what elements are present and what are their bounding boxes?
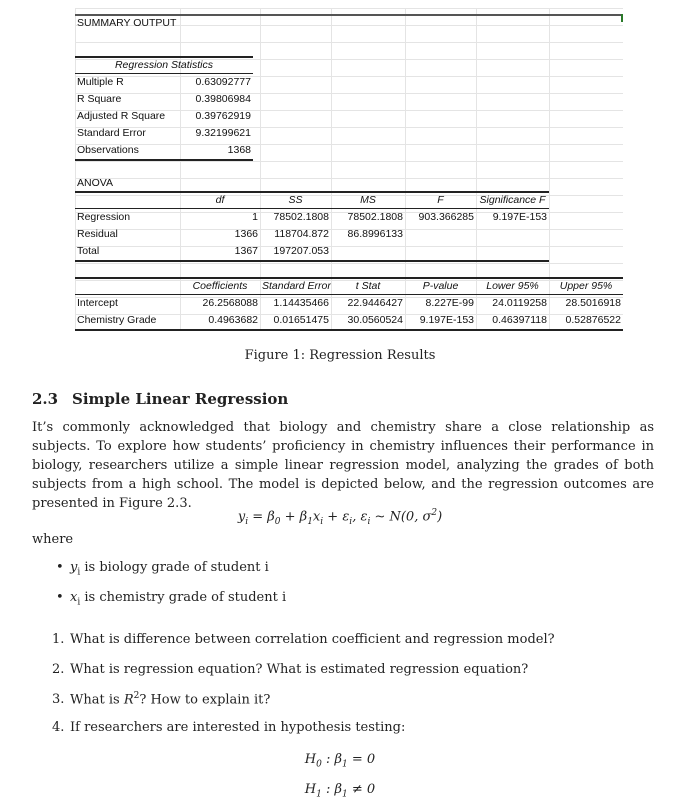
anova-title: ANOVA	[77, 177, 113, 189]
eq-part: )	[437, 509, 443, 525]
eq-part: + β	[280, 509, 308, 525]
section-title: Simple Linear Regression	[72, 390, 289, 408]
anova-cell: 197207.053	[273, 245, 329, 257]
coef-cell: 26.2568088	[202, 297, 258, 309]
alternative-hypothesis	[0, 782, 680, 800]
bullet-var: y	[70, 560, 78, 575]
question-number: 4.	[52, 720, 65, 735]
question-text: What is difference between correlation coefficient and regression model?	[70, 632, 555, 647]
anova-row-label: Total	[77, 245, 100, 257]
summary-title: SUMMARY OUTPUT	[77, 17, 177, 29]
anova-cell: 9.197E-153	[492, 211, 547, 223]
regression-output-sheet	[75, 8, 623, 330]
anova-header: SS	[288, 194, 303, 206]
stat-value: 0.63092777	[195, 76, 251, 88]
eq-part: + ε	[323, 509, 350, 525]
coef-cell: 28.5016918	[565, 297, 621, 309]
question-number: 1.	[52, 632, 65, 647]
anova-row-label: Residual	[77, 228, 118, 240]
hyp-label: H	[304, 782, 317, 797]
anova-header: Significance F	[479, 194, 546, 206]
coef-cell: 8.227E-99	[425, 297, 474, 309]
stat-label: R Square	[77, 93, 122, 105]
coef-row-label: Intercept	[77, 297, 118, 309]
bullet-item	[56, 560, 269, 578]
question-var: R	[123, 692, 134, 708]
question-item	[52, 632, 555, 647]
where-label: where	[32, 532, 74, 547]
anova-cell: 78502.1808	[347, 211, 403, 223]
anova-header: MS	[360, 194, 376, 206]
stat-label: Standard Error	[77, 127, 146, 139]
stat-label: Multiple R	[77, 76, 124, 88]
anova-cell: 118704.872	[274, 228, 329, 240]
anova-cell: 1366	[234, 228, 258, 240]
hyp-part: : β	[321, 782, 343, 797]
question-text: What is regression equation? What is estimated regression equation?	[70, 662, 529, 677]
anova-header: df	[215, 194, 225, 206]
anova-cell: 1367	[234, 245, 258, 257]
selection-marker	[621, 14, 623, 22]
coef-header: Lower 95%	[486, 280, 539, 292]
stat-value: 1368	[227, 144, 251, 156]
question-number: 2.	[52, 662, 65, 677]
coef-row-label: Chemistry Grade	[77, 314, 157, 326]
anova-row-label: Regression	[77, 211, 131, 223]
bullet-sub: i	[77, 597, 81, 608]
stat-label: Observations	[77, 144, 139, 156]
table-rule	[75, 260, 549, 262]
anova-header: F	[437, 194, 444, 206]
anova-cell: 78502.1808	[273, 211, 329, 223]
anova-cell: 903.366285	[418, 211, 474, 223]
eq-sub: i	[367, 516, 371, 527]
coef-header: P-value	[422, 280, 459, 292]
bullet-item	[56, 590, 286, 608]
eq-part: ∼ N(0, σ	[370, 509, 432, 525]
question-text: What is	[70, 692, 124, 708]
figure-caption: Figure 1: Regression Results	[244, 348, 436, 363]
section-number: 2.3	[32, 390, 59, 408]
bullet-text: is biology grade of student i	[80, 560, 269, 575]
coef-cell: 0.52876522	[565, 314, 621, 326]
question-text: ? How to explain it?	[139, 692, 271, 708]
table-rule	[75, 329, 623, 331]
coef-cell: 30.0560524	[347, 314, 403, 326]
regression-statistics-header: Regression Statistics	[114, 59, 214, 71]
coef-header: Coefficients	[192, 280, 248, 292]
coef-cell: 0.4963682	[208, 314, 258, 326]
anova-cell: 1	[252, 211, 258, 223]
coef-cell: 0.01651475	[273, 314, 329, 326]
stat-label: Adjusted R Square	[77, 110, 166, 122]
coef-header: t Stat	[355, 280, 381, 292]
eq-sub: 1	[307, 516, 313, 527]
coef-cell: 22.9446427	[347, 297, 403, 309]
section-heading	[32, 390, 288, 408]
hyp-part: ≠ 0	[347, 782, 376, 797]
bullet-var: x	[70, 590, 78, 605]
table-rule	[75, 159, 253, 161]
hyp-part: : β	[321, 752, 343, 767]
hyp-sub: 1	[342, 759, 348, 770]
question-item	[52, 691, 270, 707]
bullet-dot: •	[56, 560, 64, 575]
question-item	[52, 720, 405, 735]
question-sup: 2	[133, 691, 140, 701]
question-item	[52, 662, 528, 677]
hyp-label: H	[304, 752, 317, 767]
stat-value: 0.39762919	[195, 110, 251, 122]
eq-sup: 2	[431, 508, 438, 518]
eq-sub: i	[349, 516, 353, 527]
section-paragraph: It’s commonly acknowledged that biology and chemistry share a close relationship as subjects. To explore how students’ proficiency in chemistry influences their performance in biology, researchers utilize a simple linear regression model, analyzing the grades of both subjects from a high school. The model is depicted below, and the regression outcomes are presented in Figure 2.3.	[32, 420, 654, 511]
anova-cell: 86.8996133	[347, 228, 403, 240]
question-text: If researchers are interested in hypothesis testing:	[70, 720, 406, 735]
hyp-sub: 1	[342, 789, 348, 800]
coef-cell: 24.0119258	[492, 297, 547, 309]
coef-cell: 0.46397118	[492, 314, 547, 326]
bullet-dot: •	[56, 590, 64, 605]
coef-header: Standard Error	[262, 280, 331, 292]
stat-value: 0.39806984	[195, 93, 251, 105]
eq-sub: i	[320, 516, 324, 527]
eq-part: x	[312, 509, 321, 525]
eq-sub: i	[245, 516, 249, 527]
coef-header: Upper 95%	[559, 280, 613, 292]
eq-sub: 0	[274, 516, 281, 527]
coef-cell: 9.197E-153	[419, 314, 474, 326]
eq-part: = β	[248, 509, 275, 525]
hyp-sub: 0	[316, 759, 322, 770]
hyp-part: = 0	[347, 752, 376, 767]
eq-y: y	[237, 509, 246, 525]
hyp-sub: 1	[316, 789, 322, 800]
null-hypothesis	[0, 752, 680, 770]
eq-part: , ε	[352, 509, 368, 525]
bullet-sub: i	[77, 567, 81, 578]
stat-value: 9.32199621	[195, 127, 251, 139]
coef-cell: 1.14435466	[273, 297, 329, 309]
regression-equation	[0, 508, 680, 527]
bullet-text: is chemistry grade of student i	[80, 590, 287, 605]
question-number: 3.	[52, 692, 65, 708]
